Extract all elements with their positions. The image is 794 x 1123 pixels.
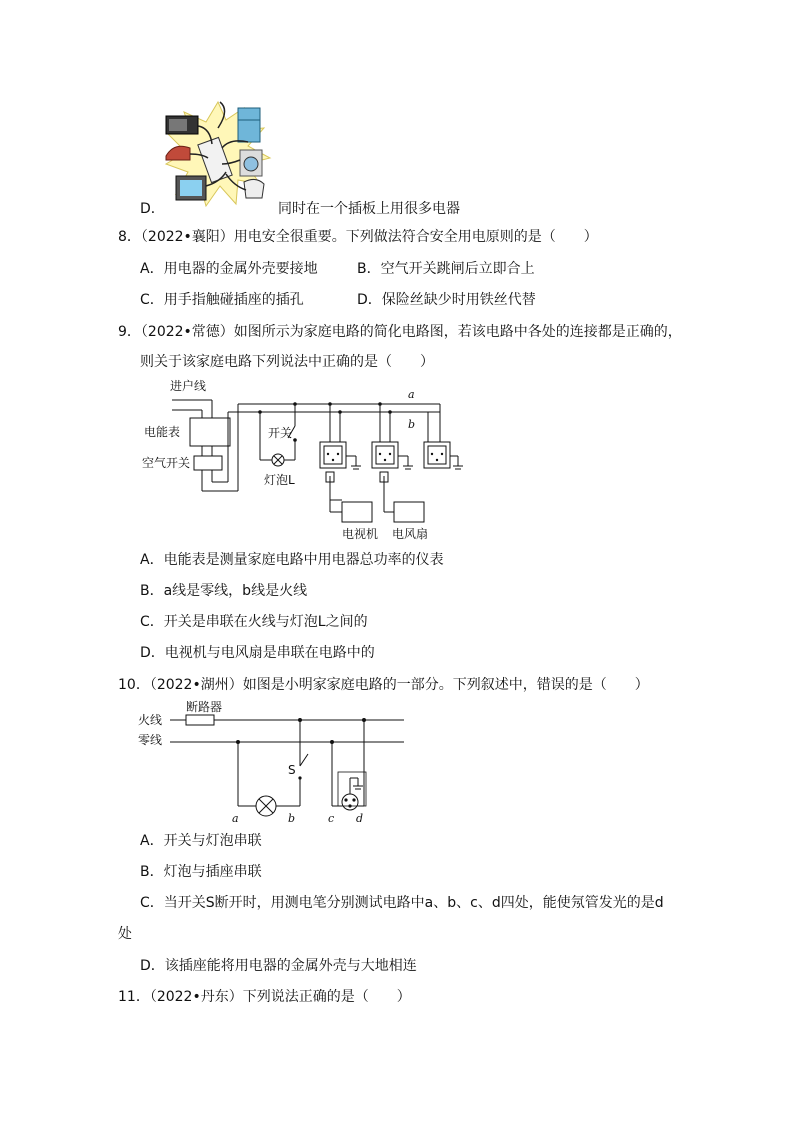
q8-option-c: C．用手指触碰插座的插孔: [140, 292, 304, 308]
q8-option-b: B．空气开关跳闸后立即合上: [357, 261, 535, 277]
q9-switch-label: 开关: [268, 426, 293, 440]
q9-breaker-label: 空气开关: [142, 456, 191, 470]
q9-household-circuit-diagram: [140, 376, 480, 544]
q10-point-a-label: a: [232, 812, 239, 825]
q10-stem: 10．（2022•湖州）如图是小明家家庭电路的一部分。下列叙述中，错误的是（ ）: [118, 677, 649, 693]
overloaded-power-strip-illustration: [160, 98, 276, 210]
q7-option-d-text: 同时在一个插板上用很多电器: [278, 201, 460, 217]
q9-option-a: A．电能表是测量家庭电路中用电器总功率的仪表: [140, 552, 444, 568]
q10-option-d: D．该插座能将用电器的金属外壳与大地相连: [140, 958, 417, 974]
q10-neutral-label: 零线: [138, 733, 163, 747]
q9-option-c: C．开关是串联在火线与灯泡L之间的: [140, 614, 368, 630]
q10-option-c: C．当开关S断开时，用测电笔分别测试电路中a、b、c、d四处，能使氖管发光的是d: [140, 895, 664, 911]
q10-breaker-label: 断路器: [186, 700, 223, 714]
q8-option-a: A．用电器的金属外壳要接地: [140, 261, 318, 277]
q10-option-b: B．灯泡与插座串联: [140, 864, 262, 880]
q10-circuit-diagram: [136, 700, 408, 828]
q7-option-d-letter: D．: [140, 201, 165, 217]
q9-stem-line2: 则关于该家庭电路下列说法中正确的是（ ）: [140, 354, 434, 370]
q9-option-b: B．a线是零线，b线是火线: [140, 583, 308, 599]
q9-fan-label: 电风扇: [392, 527, 429, 541]
q10-option-a: A．开关与灯泡串联: [140, 833, 262, 849]
q10-point-c-label: c: [328, 812, 335, 825]
q9-wire-b-label: b: [408, 418, 416, 431]
q9-inlet-label: 进户线: [170, 379, 207, 393]
q9-lamp-label: 灯泡L: [264, 473, 295, 487]
q9-option-d: D．电视机与电风扇是串联在电路中的: [140, 645, 375, 661]
q9-tv-label: 电视机: [342, 527, 379, 541]
q9-wire-a-label: a: [408, 388, 415, 401]
q10-live-label: 火线: [138, 713, 163, 727]
q9-meter-label: 电能表: [144, 425, 181, 439]
q9-stem-line1: 9．（2022•常德）如图所示为家庭电路的简化电路图，若该电路中各处的连接都是正确的，: [118, 324, 682, 340]
q11-stem: 11．（2022•丹东）下列说法正确的是（ ）: [118, 989, 411, 1005]
q8-option-d: D．保险丝缺少时用铁丝代替: [357, 292, 536, 308]
q10-point-d-label: d: [356, 812, 364, 825]
q10-option-c-continuation: 处: [118, 926, 132, 942]
q10-switch-label: S: [288, 763, 296, 777]
q8-stem: 8．（2022•襄阳）用电安全很重要。下列做法符合安全用电原则的是（ ）: [118, 229, 598, 245]
q10-point-b-label: b: [288, 812, 296, 825]
